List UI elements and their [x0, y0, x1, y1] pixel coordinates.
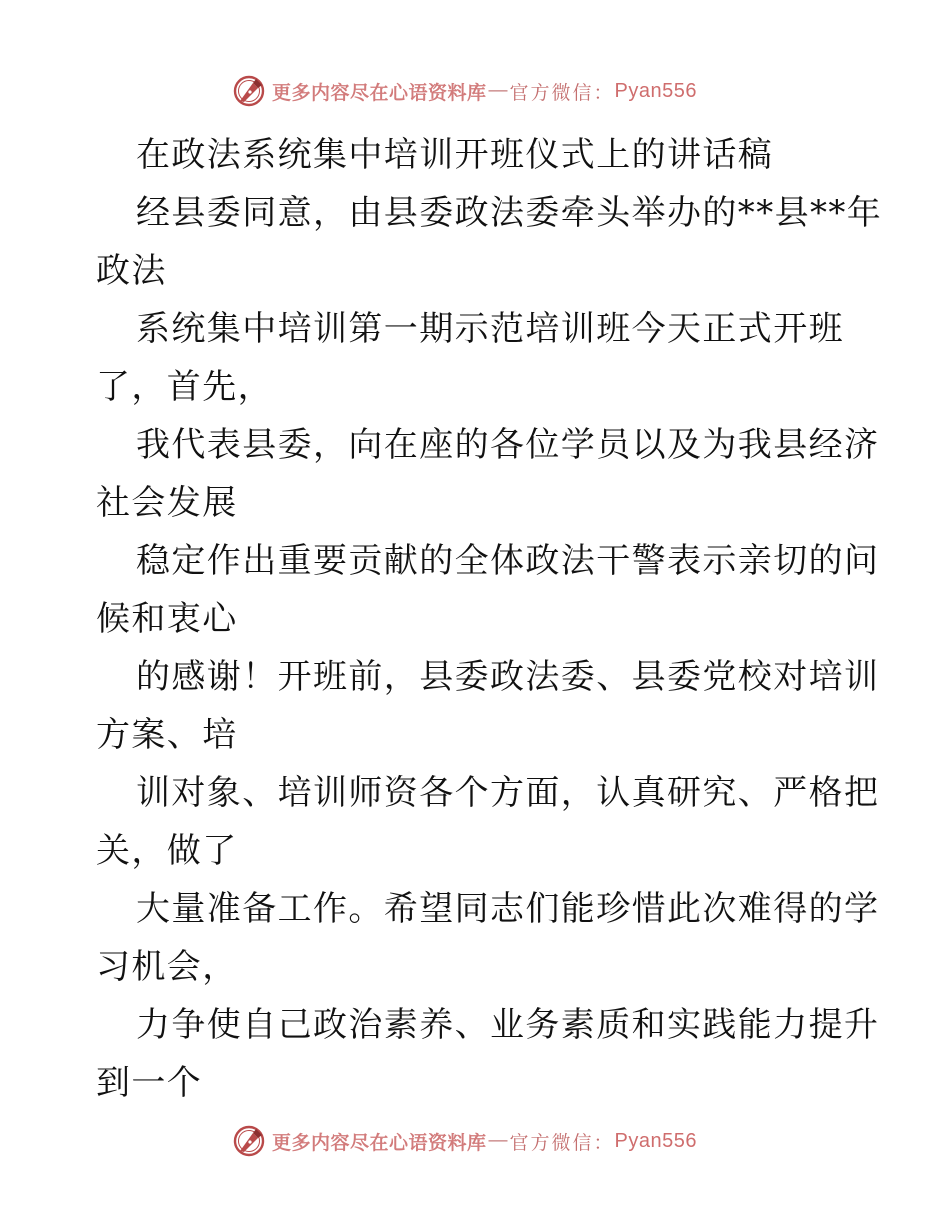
header-dash: — — [488, 80, 508, 101]
header-wechat-label: 官方微信： — [509, 81, 615, 104]
header-banner — [232, 74, 697, 108]
paragraph-line: 我代表县委，向在座的各位学员以及为我县经济 — [136, 425, 880, 465]
footer-wechat-id: Pyan556 — [614, 1129, 697, 1152]
footer-dash: — — [488, 1130, 508, 1151]
paragraph-line: 方案、培 — [96, 715, 238, 755]
paragraph-line: 政法 — [96, 251, 167, 291]
paragraph-line: 到一个 — [96, 1063, 203, 1103]
paragraph-line: 了，首先， — [96, 367, 273, 407]
document-title: 在政法系统集中培训开班仪式上的讲话稿 — [136, 135, 774, 175]
header-site-text: 更多内容尽在心语资料库 — [272, 81, 487, 104]
paragraph-line: 社会发展 — [96, 483, 238, 523]
paragraph-line: 训对象、培训师资各个方面，认真研究、严格把 — [136, 773, 880, 813]
paragraph-line: 习机会， — [96, 947, 238, 987]
pen-nib-logo-icon — [232, 1124, 266, 1158]
paragraph-line: 力争使自己政治素养、业务素质和实践能力提升 — [136, 1005, 880, 1045]
speech-body — [96, 126, 883, 1112]
paragraph-line: 稳定作出重要贡献的全体政法干警表示亲切的问 — [136, 541, 880, 581]
footer-wechat-label: 官方微信： — [509, 1131, 615, 1154]
paragraph-line: 关，做了 — [96, 831, 238, 871]
paragraph-line: 系统集中培训第一期示范培训班今天正式开班 — [136, 309, 844, 349]
header-wechat-id: Pyan556 — [614, 79, 697, 102]
paragraph-line: 经县委同意，由县委政法委牵头举办的**县**年 — [136, 193, 883, 233]
paragraph-line: 的感谢！开班前，县委政法委、县委党校对培训 — [136, 657, 880, 697]
paragraph-line: 大量准备工作。希望同志们能珍惜此次难得的学 — [136, 889, 880, 929]
footer-banner — [232, 1124, 697, 1158]
pen-nib-logo-icon — [232, 74, 266, 108]
footer-site-text: 更多内容尽在心语资料库 — [272, 1131, 487, 1154]
paragraph-line: 候和衷心 — [96, 599, 238, 639]
